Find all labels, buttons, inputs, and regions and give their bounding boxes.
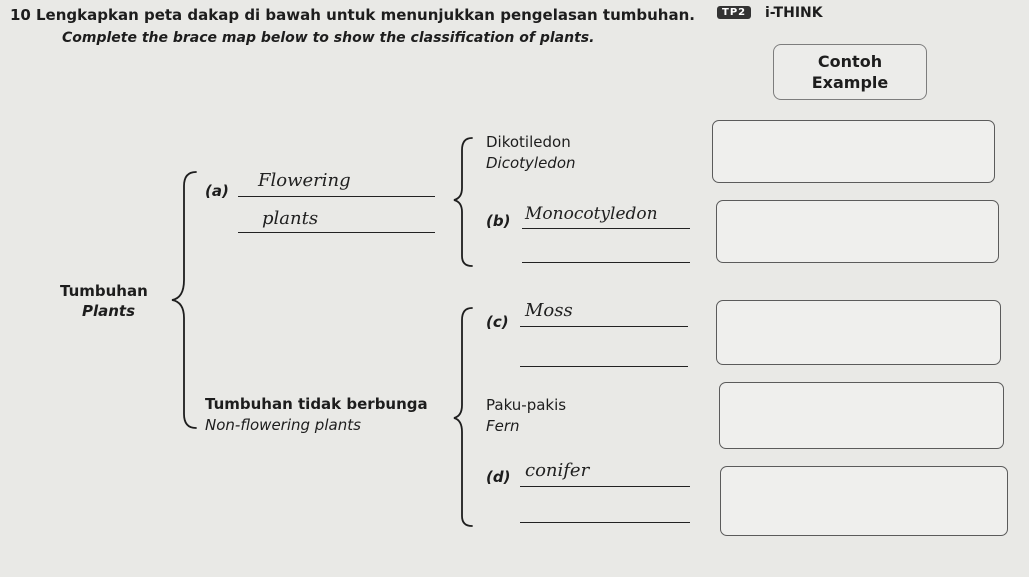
answer-box-f[interactable] — [716, 200, 999, 263]
example-label-malay: Contoh — [817, 52, 883, 71]
answer-label-d: (d) — [486, 468, 511, 486]
answer-blank-a-line2[interactable] — [238, 232, 435, 233]
dicot-label-english: Dicotyledon — [486, 154, 576, 172]
tp-badge: TP2 — [717, 6, 751, 19]
main-brace — [172, 172, 196, 428]
answer-box-h[interactable] — [719, 382, 1004, 449]
handwritten-answer-c: Moss — [525, 300, 573, 321]
answer-blank-d-line2[interactable] — [520, 522, 690, 523]
answer-label-a: (a) — [205, 182, 229, 200]
root-label-malay: Tumbuhan — [60, 282, 148, 300]
question-number: 10 — [10, 6, 31, 24]
question-text-english: Complete the brace map below to show the classification of plants. — [62, 30, 595, 46]
answer-blank-a-line1[interactable] — [238, 196, 435, 197]
answer-box-g[interactable] — [716, 300, 1001, 365]
handwritten-answer-b: Monocotyledon — [525, 204, 658, 224]
example-label-english: Example — [811, 73, 889, 92]
answer-blank-b-line1[interactable] — [522, 228, 690, 229]
answer-blank-c-line1[interactable] — [520, 326, 688, 327]
answer-blank-d-line1[interactable] — [520, 486, 690, 487]
answer-label-b: (b) — [486, 212, 511, 230]
handwritten-answer-d: conifer — [525, 460, 590, 481]
question-text-malay: Lengkapkan peta dakap di bawah untuk menunjukkan pengelasan tumbuhan. — [36, 6, 695, 24]
non-flowering-label-english: Non-flowering plants — [205, 416, 361, 434]
answer-label-c: (c) — [486, 313, 509, 331]
non-flowering-brace — [454, 308, 472, 526]
handwritten-answer-a-line2: plants — [262, 208, 319, 229]
flowering-brace — [454, 138, 472, 266]
answer-blank-c-line2[interactable] — [520, 366, 688, 367]
answer-box-i[interactable] — [720, 466, 1008, 536]
handwritten-answer-a-line1: Flowering — [258, 170, 351, 191]
answer-box-e[interactable] — [712, 120, 995, 183]
dicot-label-malay: Dikotiledon — [486, 133, 571, 151]
fern-label-malay: Paku-pakis — [486, 396, 567, 414]
answer-blank-b-line2[interactable] — [522, 262, 690, 263]
non-flowering-label-malay: Tumbuhan tidak berbunga — [205, 395, 428, 413]
fern-label-english: Fern — [486, 417, 520, 435]
root-label-english: Plants — [82, 302, 136, 320]
ithink-label: i-THINK — [765, 5, 823, 21]
